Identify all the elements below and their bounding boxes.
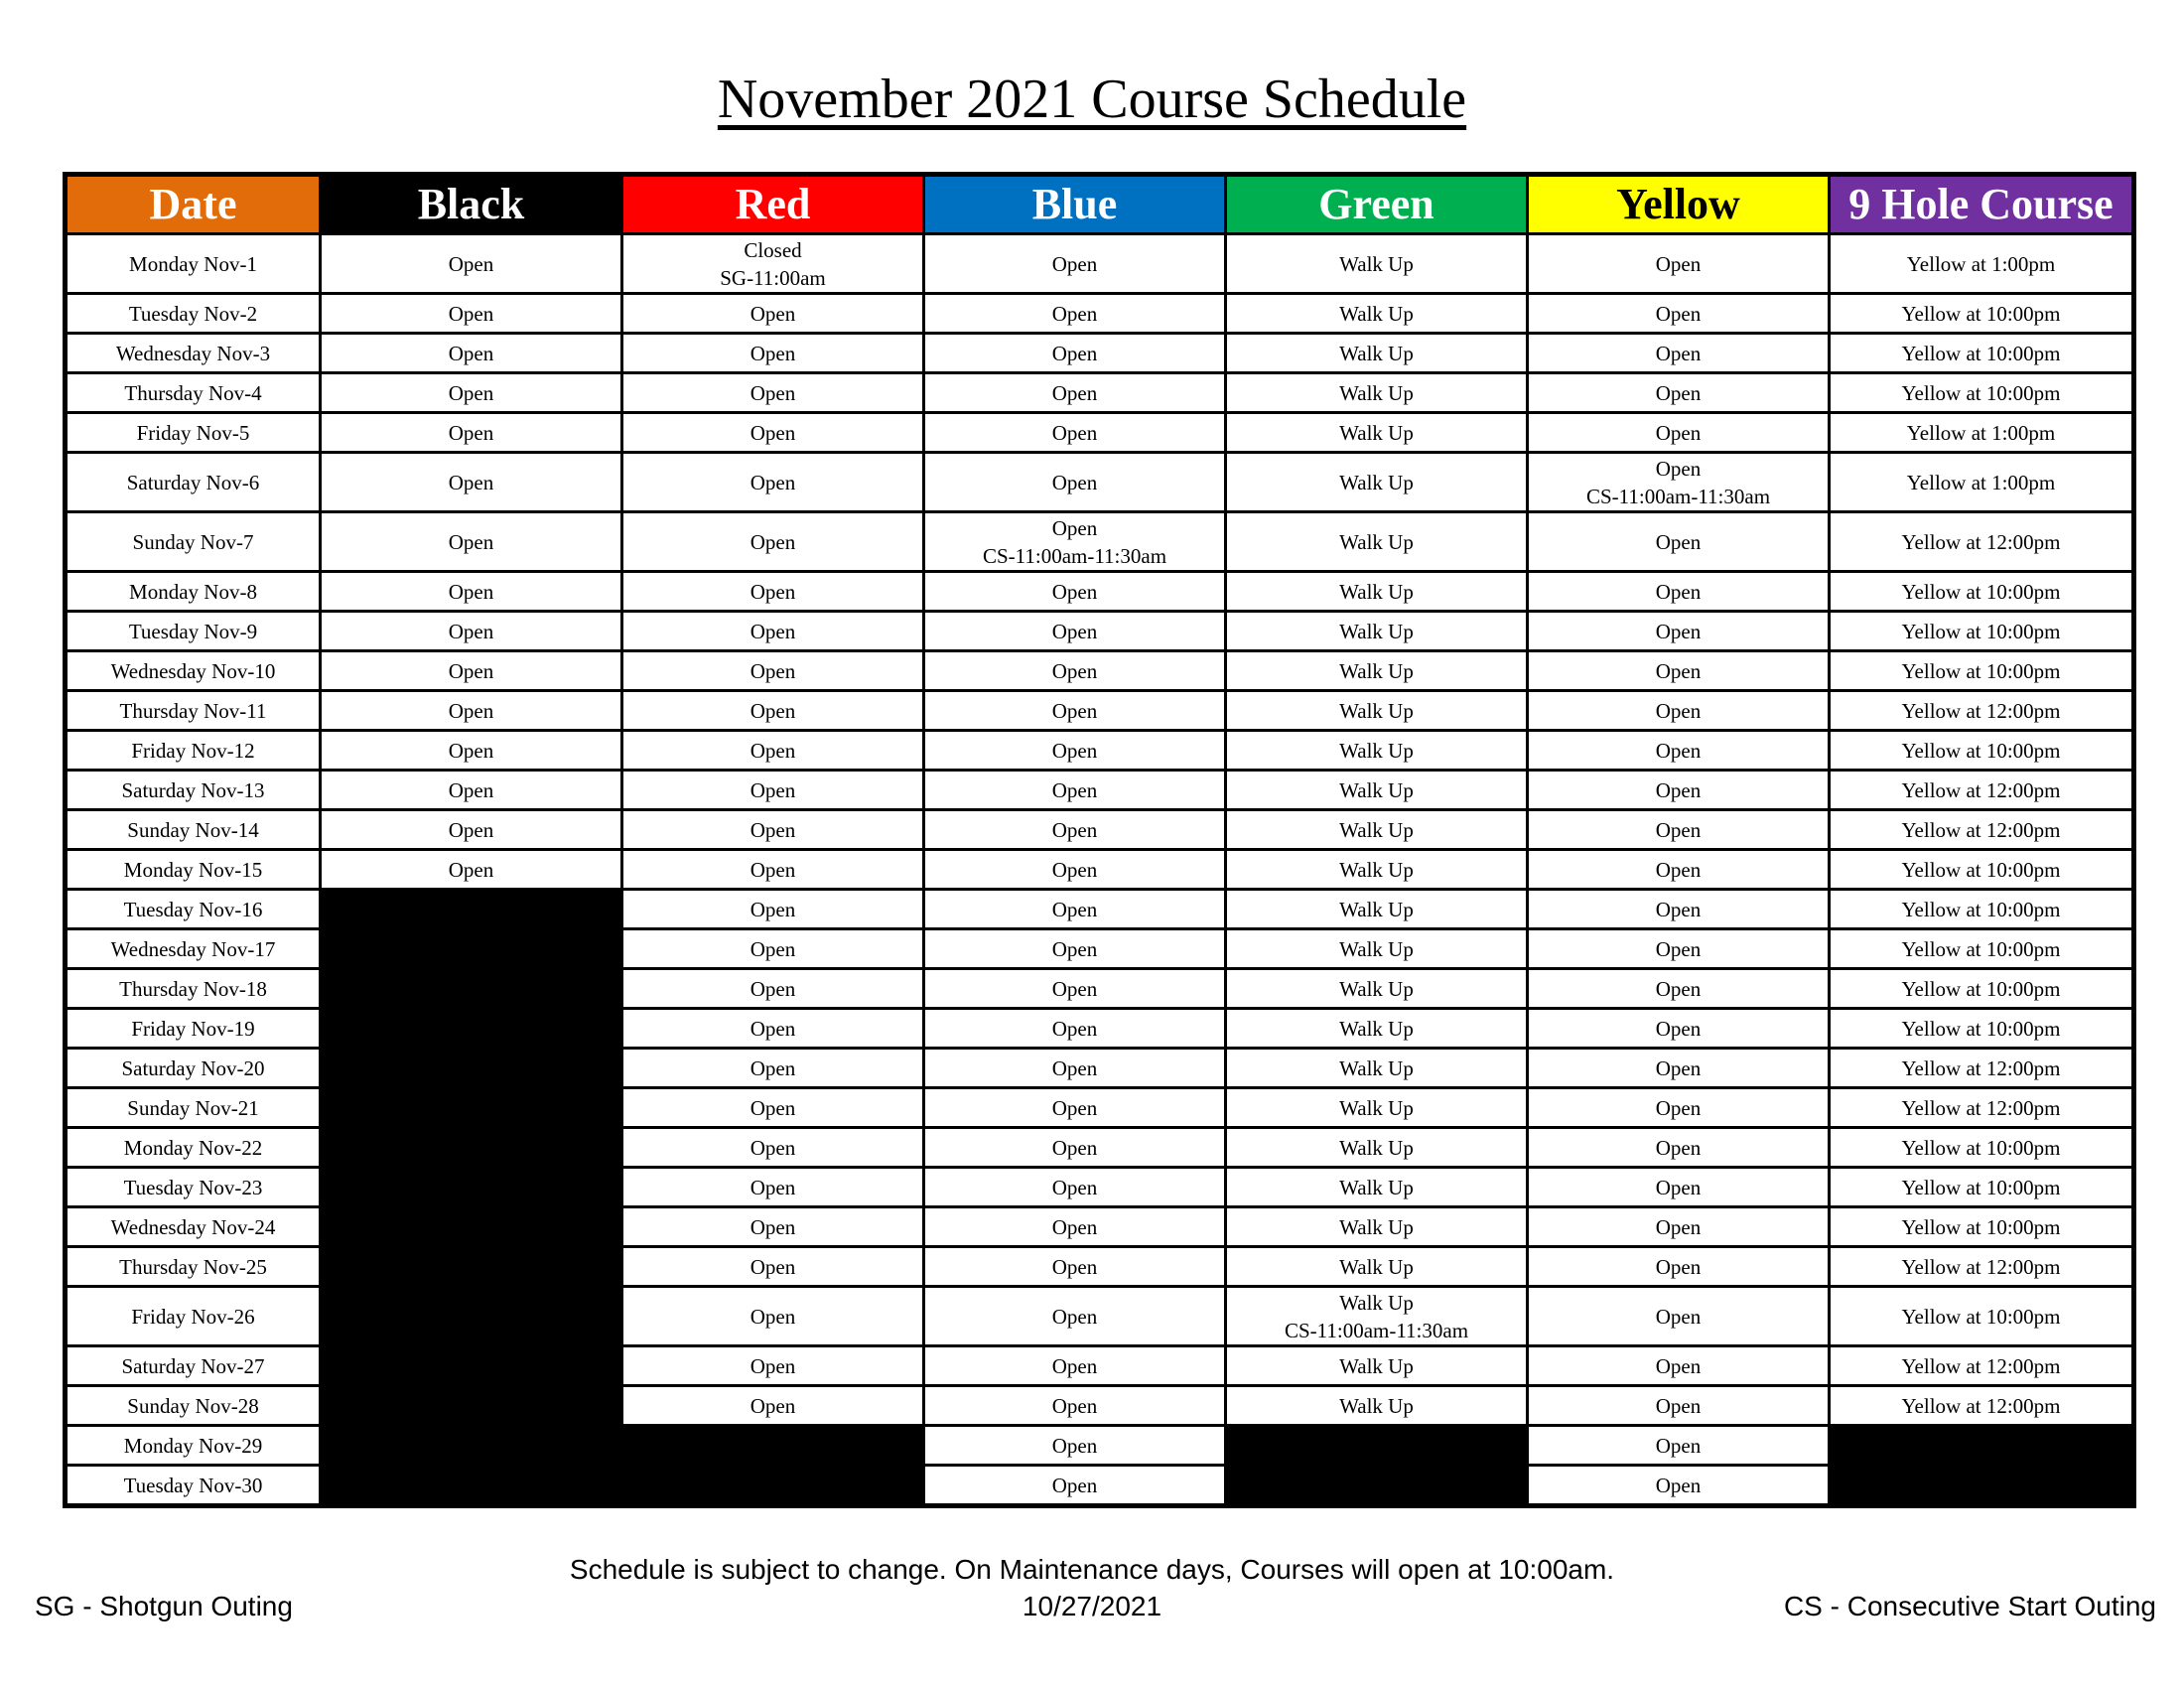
cell-nine: Yellow at 10:00pm — [1830, 334, 2134, 373]
cell-red: Open — [622, 771, 924, 810]
table-row — [66, 453, 2134, 512]
column-header-nine: 9 Hole Course — [1830, 175, 2134, 234]
cell-date: Wednesday Nov-10 — [66, 651, 321, 691]
cell-green: Walk Up — [1226, 453, 1528, 512]
cell-date: Sunday Nov-21 — [66, 1088, 321, 1128]
table-row — [66, 1049, 2134, 1088]
cell-red: Open — [622, 1128, 924, 1168]
table-row — [66, 969, 2134, 1009]
cell-green: Walk Up — [1226, 334, 1528, 373]
cell-green — [1226, 1466, 1528, 1506]
legend-consecutive-start: CS - Consecutive Start Outing — [1783, 1591, 2156, 1621]
table-row — [66, 929, 2134, 969]
cell-blue: Open — [924, 890, 1226, 929]
cell-red: Open — [622, 1287, 924, 1346]
cell-yellow: Open — [1528, 1426, 1830, 1466]
column-header-yellow: Yellow — [1528, 175, 1830, 234]
table-row — [66, 1466, 2134, 1506]
cell-black — [321, 929, 622, 969]
column-header-blue: Blue — [924, 175, 1226, 234]
cell-yellow: Open — [1528, 1088, 1830, 1128]
cell-yellow: Open — [1528, 1466, 1830, 1506]
table-row — [66, 1009, 2134, 1049]
cell-date: Friday Nov-26 — [66, 1287, 321, 1346]
cell-blue: Open — [924, 1168, 1226, 1207]
cell-yellow: Open — [1528, 1049, 1830, 1088]
cell-nine: Yellow at 1:00pm — [1830, 453, 2134, 512]
cell-red: Open — [622, 1207, 924, 1247]
cell-line: SG-11:00am — [720, 265, 826, 290]
cell-yellow: Open — [1528, 373, 1830, 413]
cell-line: Open — [1655, 456, 1702, 481]
cell-yellow: Open — [1528, 1287, 1830, 1346]
cell-red: Open — [622, 731, 924, 771]
cell-nine: Yellow at 10:00pm — [1830, 969, 2134, 1009]
cell-green: Walk Up — [1226, 413, 1528, 453]
cell-black: Open — [321, 810, 622, 850]
cell-line: Walk Up — [1339, 1290, 1414, 1315]
cell-blue: Open — [924, 373, 1226, 413]
column-header-red: Red — [622, 175, 924, 234]
cell-nine: Yellow at 10:00pm — [1830, 929, 2134, 969]
table-row — [66, 1386, 2134, 1426]
cell-black: Open — [321, 612, 622, 651]
cell-black — [321, 1128, 622, 1168]
cell-red — [622, 234, 924, 294]
cell-black: Open — [321, 413, 622, 453]
cell-yellow: Open — [1528, 1009, 1830, 1049]
cell-line: CS-11:00am-11:30am — [1585, 484, 1771, 508]
cell-line: CS-11:00am-11:30am — [982, 543, 1167, 568]
cell-blue: Open — [924, 572, 1226, 612]
cell-black: Open — [321, 850, 622, 890]
cell-blue: Open — [924, 1466, 1226, 1506]
cell-yellow: Open — [1528, 234, 1830, 294]
table-row — [66, 572, 2134, 612]
cell-yellow: Open — [1528, 612, 1830, 651]
cell-blue: Open — [924, 850, 1226, 890]
table-row — [66, 1207, 2134, 1247]
cell-black — [321, 1386, 622, 1426]
cell-black — [321, 1426, 622, 1466]
cell-red: Open — [622, 1009, 924, 1049]
cell-black: Open — [321, 572, 622, 612]
cell-date: Tuesday Nov-2 — [66, 294, 321, 334]
cell-date: Monday Nov-22 — [66, 1128, 321, 1168]
cell-green: Walk Up — [1226, 1009, 1528, 1049]
cell-blue: Open — [924, 731, 1226, 771]
cell-red: Open — [622, 850, 924, 890]
cell-yellow: Open — [1528, 1168, 1830, 1207]
cell-black: Open — [321, 373, 622, 413]
cell-blue: Open — [924, 810, 1226, 850]
table-row — [66, 651, 2134, 691]
cell-date: Saturday Nov-20 — [66, 1049, 321, 1088]
cell-nine: Yellow at 10:00pm — [1830, 572, 2134, 612]
table-row — [66, 810, 2134, 850]
table-row — [66, 294, 2134, 334]
cell-green: Walk Up — [1226, 373, 1528, 413]
header-row — [66, 175, 2134, 234]
cell-blue: Open — [924, 612, 1226, 651]
cell-blue: Open — [924, 1247, 1226, 1287]
cell-black: Open — [321, 294, 622, 334]
cell-black: Open — [321, 512, 622, 572]
cell-red: Open — [622, 1049, 924, 1088]
cell-nine: Yellow at 10:00pm — [1830, 1207, 2134, 1247]
cell-red — [622, 1426, 924, 1466]
cell-green: Walk Up — [1226, 691, 1528, 731]
table-row — [66, 691, 2134, 731]
cell-nine: Yellow at 10:00pm — [1830, 373, 2134, 413]
cell-red: Open — [622, 612, 924, 651]
cell-green: Walk Up — [1226, 1049, 1528, 1088]
cell-green: Walk Up — [1226, 1247, 1528, 1287]
cell-blue: Open — [924, 453, 1226, 512]
cell-black: Open — [321, 731, 622, 771]
cell-green: Walk Up — [1226, 771, 1528, 810]
cell-black — [321, 1466, 622, 1506]
cell-blue: Open — [924, 1128, 1226, 1168]
cell-green: Walk Up — [1226, 512, 1528, 572]
cell-date: Tuesday Nov-9 — [66, 612, 321, 651]
cell-yellow: Open — [1528, 890, 1830, 929]
cell-red: Open — [622, 651, 924, 691]
cell-black — [321, 969, 622, 1009]
cell-red: Open — [622, 373, 924, 413]
cell-blue — [924, 512, 1226, 572]
cell-green: Walk Up — [1226, 612, 1528, 651]
cell-blue: Open — [924, 294, 1226, 334]
cell-red: Open — [622, 453, 924, 512]
cell-nine: Yellow at 12:00pm — [1830, 771, 2134, 810]
cell-nine: Yellow at 10:00pm — [1830, 1009, 2134, 1049]
cell-yellow: Open — [1528, 771, 1830, 810]
schedule-note: Schedule is subject to change. On Maintenance days, Courses will open at 10:00am. — [569, 1554, 1615, 1585]
cell-yellow: Open — [1528, 929, 1830, 969]
cell-red: Open — [622, 294, 924, 334]
table-row — [66, 1128, 2134, 1168]
cell-date: Sunday Nov-28 — [66, 1386, 321, 1426]
cell-line: Open — [1051, 515, 1098, 540]
cell-green: Walk Up — [1226, 929, 1528, 969]
cell-blue: Open — [924, 334, 1226, 373]
cell-green: Walk Up — [1226, 1168, 1528, 1207]
cell-blue: Open — [924, 691, 1226, 731]
cell-date: Friday Nov-19 — [66, 1009, 321, 1049]
table-row — [66, 1426, 2134, 1466]
cell-blue: Open — [924, 1386, 1226, 1426]
cell-date: Monday Nov-1 — [66, 234, 321, 294]
cell-nine: Yellow at 12:00pm — [1830, 1247, 2134, 1287]
cell-date: Sunday Nov-14 — [66, 810, 321, 850]
cell-nine: Yellow at 10:00pm — [1830, 294, 2134, 334]
cell-line: CS-11:00am-11:30am — [1284, 1318, 1469, 1342]
cell-green — [1226, 1426, 1528, 1466]
column-header-date: Date — [66, 175, 321, 234]
cell-date: Friday Nov-12 — [66, 731, 321, 771]
cell-red: Open — [622, 512, 924, 572]
cell-blue: Open — [924, 1426, 1226, 1466]
cell-red: Open — [622, 1346, 924, 1386]
table-row — [66, 850, 2134, 890]
cell-nine: Yellow at 12:00pm — [1830, 691, 2134, 731]
cell-black: Open — [321, 334, 622, 373]
cell-yellow: Open — [1528, 1386, 1830, 1426]
cell-green: Walk Up — [1226, 1088, 1528, 1128]
table-row — [66, 1247, 2134, 1287]
cell-date: Thursday Nov-4 — [66, 373, 321, 413]
cell-black — [321, 1009, 622, 1049]
cell-black: Open — [321, 651, 622, 691]
cell-green: Walk Up — [1226, 969, 1528, 1009]
cell-green: Walk Up — [1226, 651, 1528, 691]
cell-date: Wednesday Nov-24 — [66, 1207, 321, 1247]
cell-black — [321, 1287, 622, 1346]
cell-blue: Open — [924, 413, 1226, 453]
table-row — [66, 771, 2134, 810]
cell-blue: Open — [924, 771, 1226, 810]
cell-green: Walk Up — [1226, 731, 1528, 771]
cell-green: Walk Up — [1226, 850, 1528, 890]
cell-yellow: Open — [1528, 1247, 1830, 1287]
cell-yellow: Open — [1528, 334, 1830, 373]
cell-date: Monday Nov-15 — [66, 850, 321, 890]
table-row — [66, 334, 2134, 373]
cell-nine: Yellow at 12:00pm — [1830, 1049, 2134, 1088]
cell-green: Walk Up — [1226, 234, 1528, 294]
cell-date: Monday Nov-8 — [66, 572, 321, 612]
cell-red: Open — [622, 572, 924, 612]
cell-yellow: Open — [1528, 1128, 1830, 1168]
cell-date: Thursday Nov-18 — [66, 969, 321, 1009]
cell-blue: Open — [924, 1207, 1226, 1247]
legend-shotgun: SG - Shotgun Outing — [35, 1591, 293, 1621]
table-row — [66, 612, 2134, 651]
cell-yellow: Open — [1528, 1346, 1830, 1386]
cell-blue: Open — [924, 1049, 1226, 1088]
cell-date: Tuesday Nov-16 — [66, 890, 321, 929]
cell-yellow: Open — [1528, 512, 1830, 572]
cell-green: Walk Up — [1226, 1207, 1528, 1247]
cell-blue: Open — [924, 651, 1226, 691]
cell-yellow: Open — [1528, 691, 1830, 731]
table-row — [66, 234, 2134, 294]
cell-black — [321, 1168, 622, 1207]
table-row — [66, 1088, 2134, 1128]
cell-red: Open — [622, 929, 924, 969]
cell-date: Monday Nov-29 — [66, 1426, 321, 1466]
cell-blue: Open — [924, 1009, 1226, 1049]
cell-nine — [1830, 1466, 2134, 1506]
cell-blue: Open — [924, 1346, 1226, 1386]
column-header-black: Black — [321, 175, 622, 234]
column-header-green: Green — [1226, 175, 1528, 234]
cell-red: Open — [622, 1168, 924, 1207]
cell-red: Open — [622, 334, 924, 373]
cell-nine: Yellow at 12:00pm — [1830, 512, 2134, 572]
cell-nine: Yellow at 1:00pm — [1830, 234, 2134, 294]
cell-black — [321, 1088, 622, 1128]
cell-yellow: Open — [1528, 572, 1830, 612]
cell-green: Walk Up — [1226, 294, 1528, 334]
cell-blue: Open — [924, 1088, 1226, 1128]
cell-line: Closed — [744, 237, 802, 262]
cell-date: Saturday Nov-27 — [66, 1346, 321, 1386]
cell-green — [1226, 1287, 1528, 1346]
cell-date: Saturday Nov-13 — [66, 771, 321, 810]
page-title: November 2021 Course Schedule — [717, 69, 1467, 130]
cell-blue: Open — [924, 929, 1226, 969]
cell-black — [321, 1346, 622, 1386]
cell-yellow: Open — [1528, 651, 1830, 691]
cell-nine: Yellow at 10:00pm — [1830, 1128, 2134, 1168]
cell-red: Open — [622, 810, 924, 850]
cell-black — [321, 1247, 622, 1287]
cell-yellow: Open — [1528, 969, 1830, 1009]
cell-red: Open — [622, 1386, 924, 1426]
table-row — [66, 731, 2134, 771]
table-row — [66, 373, 2134, 413]
revision-date: 10/27/2021 — [1022, 1591, 1162, 1621]
cell-nine: Yellow at 10:00pm — [1830, 1168, 2134, 1207]
cell-red — [622, 1466, 924, 1506]
cell-date: Wednesday Nov-17 — [66, 929, 321, 969]
cell-nine: Yellow at 10:00pm — [1830, 850, 2134, 890]
cell-black: Open — [321, 771, 622, 810]
cell-black: Open — [321, 691, 622, 731]
cell-nine: Yellow at 12:00pm — [1830, 1088, 2134, 1128]
table-row — [66, 1168, 2134, 1207]
cell-green: Walk Up — [1226, 1346, 1528, 1386]
cell-blue: Open — [924, 234, 1226, 294]
cell-black — [321, 890, 622, 929]
cell-black — [321, 1207, 622, 1247]
table-row — [66, 413, 2134, 453]
cell-yellow: Open — [1528, 850, 1830, 890]
cell-yellow: Open — [1528, 810, 1830, 850]
schedule-table — [63, 172, 2136, 1508]
cell-nine: Yellow at 10:00pm — [1830, 612, 2134, 651]
cell-black — [321, 1049, 622, 1088]
cell-black: Open — [321, 453, 622, 512]
cell-nine: Yellow at 10:00pm — [1830, 731, 2134, 771]
cell-yellow: Open — [1528, 294, 1830, 334]
cell-nine: Yellow at 10:00pm — [1830, 651, 2134, 691]
cell-date: Saturday Nov-6 — [66, 453, 321, 512]
cell-red: Open — [622, 1247, 924, 1287]
cell-red: Open — [622, 413, 924, 453]
cell-green: Walk Up — [1226, 572, 1528, 612]
cell-nine: Yellow at 10:00pm — [1830, 1287, 2134, 1346]
cell-date: Wednesday Nov-3 — [66, 334, 321, 373]
cell-red: Open — [622, 691, 924, 731]
cell-nine: Yellow at 10:00pm — [1830, 890, 2134, 929]
cell-nine: Yellow at 12:00pm — [1830, 1346, 2134, 1386]
cell-nine — [1830, 1426, 2134, 1466]
cell-blue: Open — [924, 1287, 1226, 1346]
cell-green: Walk Up — [1226, 890, 1528, 929]
cell-date: Thursday Nov-25 — [66, 1247, 321, 1287]
cell-blue: Open — [924, 969, 1226, 1009]
cell-green: Walk Up — [1226, 810, 1528, 850]
cell-black: Open — [321, 234, 622, 294]
cell-green: Walk Up — [1226, 1386, 1528, 1426]
cell-nine: Yellow at 12:00pm — [1830, 1386, 2134, 1426]
cell-date: Tuesday Nov-23 — [66, 1168, 321, 1207]
schedule-body — [66, 234, 2134, 1506]
cell-nine: Yellow at 12:00pm — [1830, 810, 2134, 850]
table-row — [66, 890, 2134, 929]
cell-date: Thursday Nov-11 — [66, 691, 321, 731]
cell-date: Sunday Nov-7 — [66, 512, 321, 572]
cell-yellow: Open — [1528, 413, 1830, 453]
cell-green: Walk Up — [1226, 1128, 1528, 1168]
cell-nine: Yellow at 1:00pm — [1830, 413, 2134, 453]
cell-date: Tuesday Nov-30 — [66, 1466, 321, 1506]
cell-yellow: Open — [1528, 1207, 1830, 1247]
table-row — [66, 1287, 2134, 1346]
cell-yellow — [1528, 453, 1830, 512]
table-row — [66, 1346, 2134, 1386]
cell-yellow: Open — [1528, 731, 1830, 771]
cell-red: Open — [622, 1088, 924, 1128]
cell-red: Open — [622, 890, 924, 929]
cell-date: Friday Nov-5 — [66, 413, 321, 453]
cell-red: Open — [622, 969, 924, 1009]
table-row — [66, 512, 2134, 572]
